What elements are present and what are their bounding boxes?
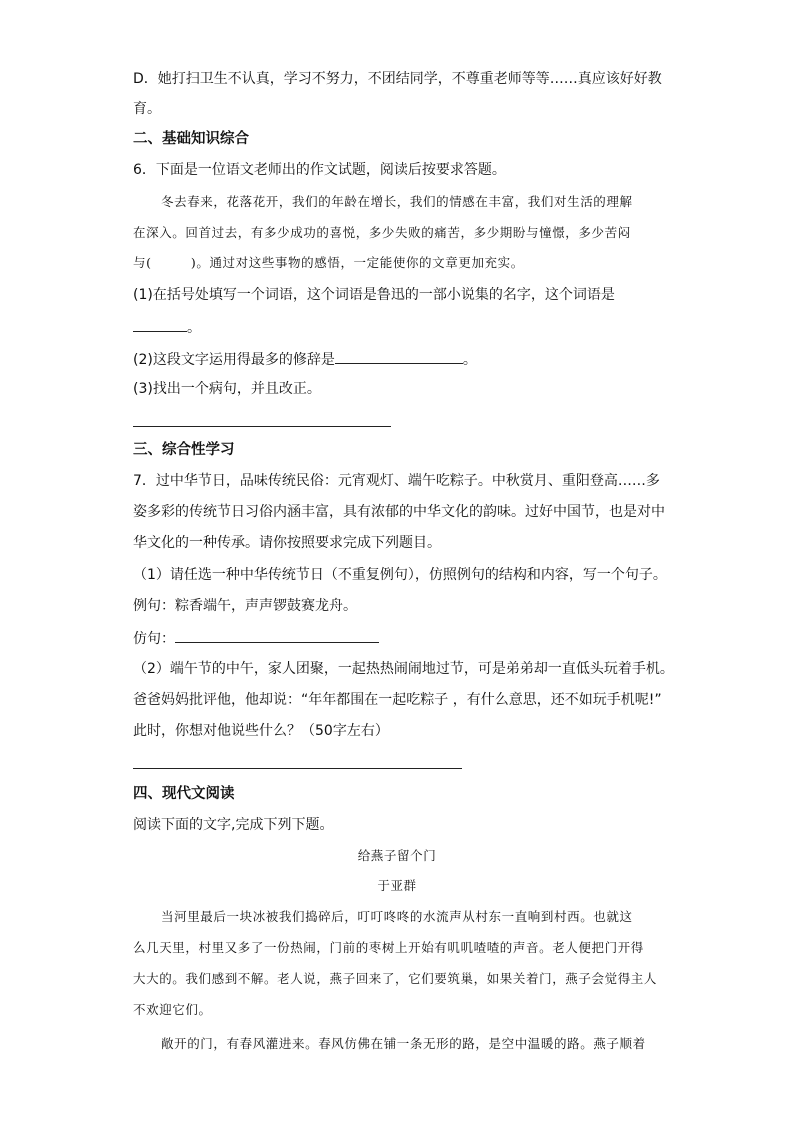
q6-sub2 (133, 348, 477, 370)
section4-heading: 四、现代文阅读 (133, 786, 235, 802)
q6-stem: 6．下面是一位语文老师出的作文试题，阅读后按要求答题。 (133, 162, 506, 178)
q6-passage-line1: 冬去春来，花落花开，我们的年龄在增长，我们的情感在丰富，我们对生活的理解 (161, 194, 633, 209)
para1-line1: 当河里最后一块冰被我们捣碎后，叮叮咚咚的水流声从村东一直响到村西。也就这 (161, 909, 633, 924)
q7-imitate (133, 627, 379, 649)
q6-sub2-answer-blank[interactable] (335, 348, 463, 364)
q6-sub2-end: 。 (462, 352, 477, 368)
section3-heading: 三、综合性学习 (133, 442, 235, 458)
q6-passage-line3: 与( )。通过对这些事物的感悟，一定能使你的文章更加充实。 (133, 255, 524, 270)
q7-example: 例句：粽香端午，声声锣鼓赛龙舟。 (133, 598, 357, 614)
q7-sub2-answer-line[interactable] (133, 768, 462, 769)
q6-sub3: (3)找出一个病句，并且改正。 (133, 381, 321, 397)
article-author: 于亚群 (377, 878, 417, 893)
q7-sub2-line3: 此时，你想对他说些什么？（50字左右） (133, 723, 389, 739)
q7-imitate-answer-blank[interactable] (175, 627, 379, 643)
q7-line1: 7．过中华节日，品味传统民俗：元宵观灯、端午吃粽子。中秋赏月、重阳登高……多 (133, 473, 660, 489)
para1-line3: 大大的。我们感到不解。老人说，燕子回来了，它们要筑巢，如果关着门，燕子会觉得主人 (133, 971, 658, 986)
para2-line1: 敞开的门，有春风灌进来。春风仿佛在铺一条无形的路，是空中温暖的路。燕子顺着 (161, 1036, 646, 1051)
section4-instruction: 阅读下面的文字,完成下列下题。 (133, 817, 334, 833)
q6-sub2-text: (2)这段文字运用得最多的修辞是 (133, 352, 335, 368)
article-title: 给燕子留个门 (357, 848, 437, 863)
para1-line4: 不欢迎它们。 (133, 1002, 212, 1017)
q7-sub2-line2: 爸爸妈妈批评他，他却说：“年年都围在一起吃粽子 ，有什么意思，还不如玩手机呢!” (133, 692, 662, 708)
q5-option-d-line2: 育。 (133, 101, 161, 117)
q6-sub1-answer-blank[interactable] (133, 316, 187, 332)
para1-line2: 么几天里，村里又多了一份热闹，门前的枣树上开始有叽叽喳喳的声音。老人便把门开得 (133, 940, 644, 955)
q6-sub1-end: 。 (187, 320, 201, 336)
q6-sub3-answer-line[interactable] (133, 426, 391, 427)
q6-sub1-line1: (1)在括号处填写一个词语，这个词语是鲁迅的一部小说集的名字，这个词语是 (133, 287, 615, 303)
q7-imitate-label: 仿句： (133, 631, 175, 647)
q7-line2: 姿多彩的传统节日习俗内涵丰富，具有浓郁的中华文化的韵味。过好中国节，也是对中 (133, 504, 665, 520)
q6-sub1-line2 (133, 316, 201, 338)
q6-passage-line2: 在深入。回首过去，有多少成功的喜悦，多少失败的痛苦，多少期盼与憧憬，多少苦闷 (133, 225, 631, 240)
q7-sub2-line1: （2）端午节的中午，家人团聚，一起热热闹闹地过节，可是弟弟却一直低头玩着手机。 (133, 661, 674, 677)
q5-option-d-line1: D．她打扫卫生不认真，学习不努力，不团结同学，不尊重老师等等……真应该好好教 (133, 71, 662, 87)
q7-sub1: （1）请任选一种中华传统节日（不重复例句），仿照例句的结构和内容，写一个句子。 (133, 567, 667, 583)
q7-line3: 华文化的一种传承。请你按照要求完成下列题目。 (133, 535, 441, 551)
section2-heading: 二、基础知识综合 (133, 131, 249, 147)
